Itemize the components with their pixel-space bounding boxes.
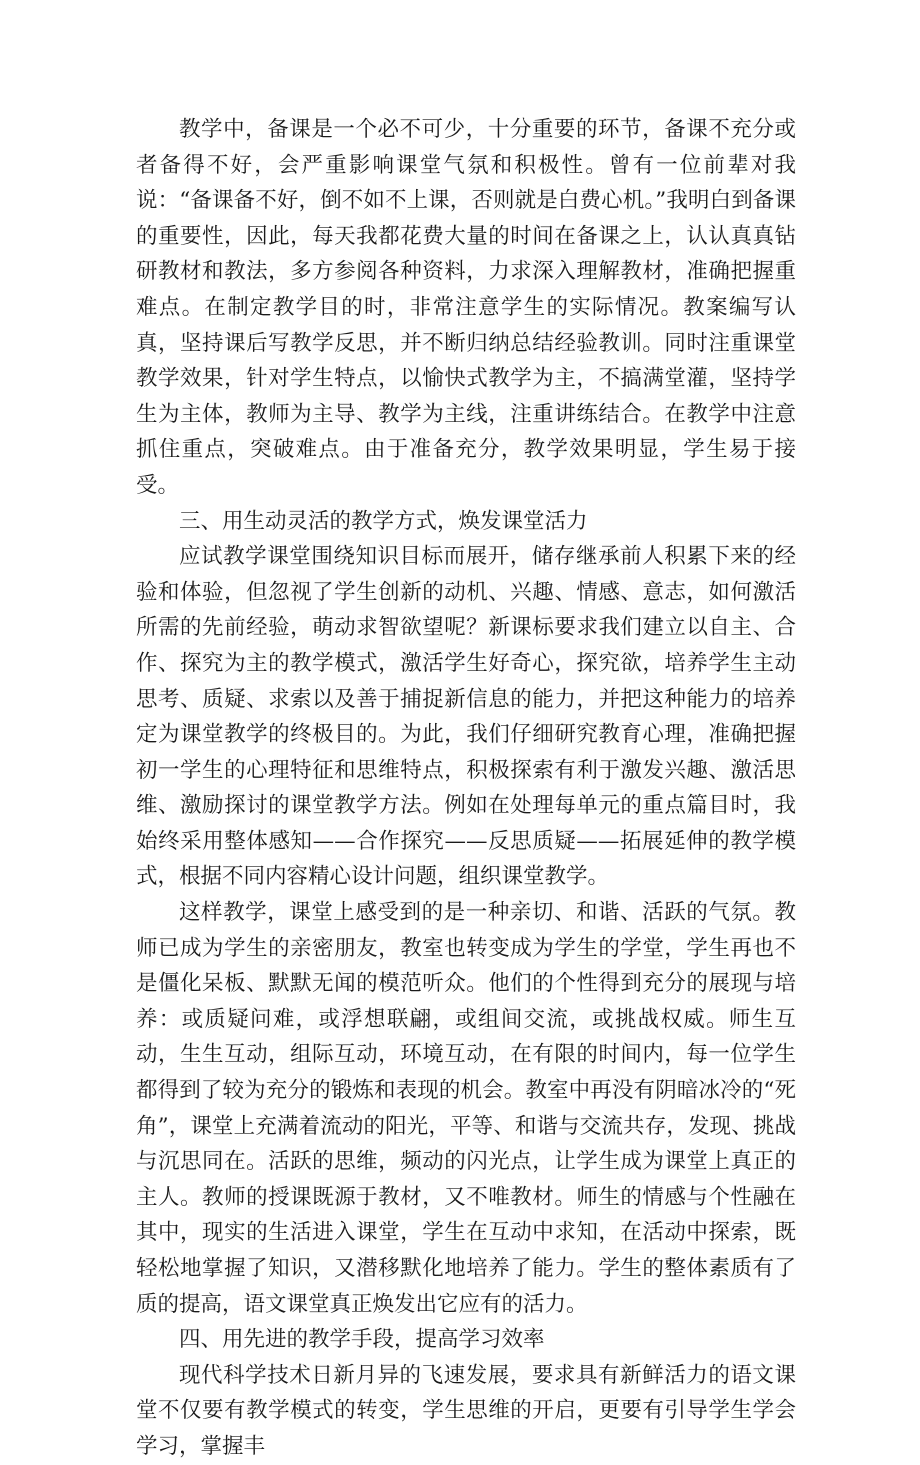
paragraph-teaching-mode: 应试教学课堂围绕知识目标而展开，储存继承前人积累下来的经验和体验，但忽视了学生创新的动机、兴趣、情感、意志，如何激活所需的先前经验，萌动求智欲望呢？新课标要求我们建立以自主、合作、探究为主的教学模式，激活学生好奇心，探究欲，培养学生主动思考、质疑、求索以及善于捕捉新信息的能力，并把这种能力的培养定为课堂教学的终极目的。为此，我们仔细研究教育心理，准确把握初一学生的心理特征和思维特点，积极探索有利于激发兴趣、激活思维、激励探讨的课堂教学方法。例如在处理每单元的重点篇目时，我始终采用整体感知——合作探究——反思质疑——拓展延伸的教学模式，根据不同内容精心设计问题，组织课堂教学。 — [136, 544, 796, 890]
paragraph-lesson-preparation: 教学中，备课是一个必不可少，十分重要的环节，备课不充分或者备得不好，会严重影响课堂气氛和积极性。曾有一位前辈对我说：“备课备不好，倒不如不上课，否则就是白费心机。”我明白到备课的重要性，因此，每天我都花费大量的时间在备课之上，认认真真钻研教材和教法，多方参阅各种资料，力求深入理解教材，准确把握重难点。在制定教学目的时，非常注意学生的实际情况。教案编写认真，坚持课后写教学反思，并不断归纳总结经验教训。同时注重课堂教学效果，针对学生特点，以愉快式教学为主，不搞满堂灌，坚持学生为主体，教师为主导、教学为主线，注重讲练结合。在教学中注意抓住重点，突破难点。由于准备充分，教学效果明显，学生易于接受。 — [136, 117, 796, 498]
document-body — [136, 112, 796, 1465]
paragraph-classroom-atmosphere: 这样教学，课堂上感受到的是一种亲切、和谐、活跃的气氛。教师已成为学生的亲密朋友，教室也转变成为学生的学堂，学生再也不是僵化呆板、默默无闻的模范听众。他们的个性得到充分的展现与培养：或质疑问难，或浮想联翩，或组间交流，或挑战权威。师生互动，生生互动，组际互动，环境互动，在有限的时间内，每一位学生都得到了较为充分的锻炼和表现的机会。教室中再没有阴暗冰冷的“死角”，课堂上充满着流动的阳光，平等、和谐与交流共存，发现、挑战与沉思同在。活跃的思维，频动的闪光点，让学生成为课堂上真正的主人。教师的授课既源于教材，又不唯教材。师生的情感与个性融在其中，现实的生活进入课堂，学生在互动中求知，在活动中探索，既轻松地掌握了知识，又潜移默化地培养了能力。学生的整体素质有了质的提高，语文课堂真正焕发出它应有的活力。 — [136, 900, 796, 1317]
section-heading-three: 三、用生动灵活的教学方式，焕发课堂活力 — [179, 508, 588, 534]
paragraph-modern-technology: 现代科学技术日新月异的飞速发展，要求具有新鲜活力的语文课堂不仅要有教学模式的转变，学生思维的开启，更要有引导学生学会学习，掌握丰 — [136, 1362, 796, 1459]
section-heading-four: 四、用先进的教学手段，提高学习效率 — [179, 1327, 545, 1353]
